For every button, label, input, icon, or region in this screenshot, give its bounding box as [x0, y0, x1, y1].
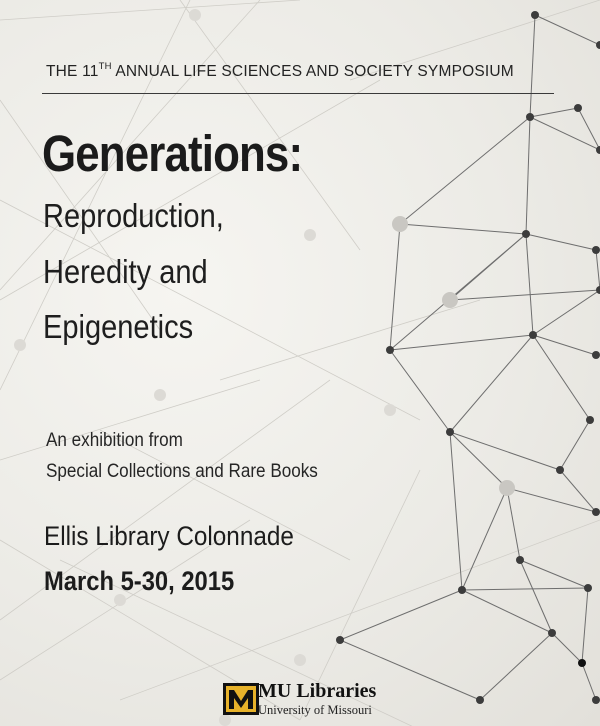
- network-node: [522, 230, 530, 238]
- faint-network-node: [189, 9, 201, 21]
- network-node: [516, 556, 524, 564]
- network-node: [386, 346, 394, 354]
- network-line: [480, 633, 552, 700]
- network-line: [390, 224, 400, 350]
- network-line: [400, 224, 526, 234]
- exhibition-line-2: Special Collections and Rare Books: [46, 461, 318, 482]
- network-line: [560, 420, 590, 470]
- symposium-rest: ANNUAL LIFE SCIENCES AND SOCIETY SYMPOSIUM: [111, 63, 514, 80]
- network-node: [596, 41, 600, 49]
- faint-network-line: [0, 0, 300, 20]
- network-line: [450, 432, 462, 590]
- faint-network-node: [219, 714, 231, 726]
- faint-network-node: [14, 339, 26, 351]
- network-line: [390, 335, 533, 350]
- network-line: [582, 588, 588, 663]
- exhibit-title: Generations:: [42, 125, 303, 182]
- network-node: [556, 466, 564, 474]
- faint-network-node: [384, 404, 396, 416]
- network-line: [450, 335, 533, 432]
- symposium-heading: [46, 63, 586, 81]
- network-line: [535, 15, 600, 45]
- network-line: [507, 488, 520, 560]
- network-node: [336, 636, 344, 644]
- network-node: [592, 508, 600, 516]
- network-node: [592, 351, 600, 359]
- network-line: [530, 117, 600, 150]
- network-node: [458, 586, 466, 594]
- network-line: [530, 108, 578, 117]
- exhibition-line-1: An exhibition from: [46, 430, 183, 451]
- faint-network-node: [154, 389, 166, 401]
- network-line: [533, 335, 590, 420]
- network-line: [526, 234, 533, 335]
- network-line: [526, 234, 596, 250]
- network-line: [533, 290, 600, 335]
- network-line: [450, 432, 507, 488]
- network-node: [578, 659, 586, 667]
- network-line: [462, 590, 552, 633]
- network-line: [390, 234, 526, 350]
- network-line: [560, 470, 596, 512]
- network-node: [548, 629, 556, 637]
- heading-divider: [42, 93, 554, 94]
- network-line: [526, 117, 530, 234]
- network-line: [533, 335, 596, 355]
- network-node: [529, 331, 537, 339]
- network-line: [578, 108, 600, 150]
- network-node: [592, 246, 600, 254]
- symposium-prefix: THE 11: [46, 63, 99, 80]
- network-node: [574, 104, 582, 112]
- network-node: [446, 428, 454, 436]
- network-line: [507, 488, 596, 512]
- network-node: [584, 584, 592, 592]
- network-line: [596, 250, 600, 290]
- organization-name: MU Libraries: [258, 680, 377, 702]
- network-node: [531, 11, 539, 19]
- network-line: [450, 290, 600, 300]
- network-node: [592, 696, 600, 704]
- network-node: [526, 113, 534, 121]
- subtitle-line-3: Epigenetics: [43, 308, 194, 345]
- exhibit-dates: March 5-30, 2015: [44, 566, 235, 596]
- network-node: [476, 696, 484, 704]
- network-node: [442, 292, 458, 308]
- network-nodes: [14, 9, 600, 726]
- subtitle-line-1: Reproduction,: [43, 197, 224, 234]
- network-node: [596, 146, 600, 154]
- network-node: [586, 416, 594, 424]
- dark-network-lines: [340, 15, 600, 700]
- faint-network-node: [294, 654, 306, 666]
- subtitle-line-2: Heredity and: [43, 253, 208, 290]
- network-line: [462, 488, 507, 590]
- mu-logo-icon: [223, 683, 259, 715]
- organization-subname: University of Missouri: [258, 703, 372, 717]
- network-line: [450, 432, 560, 470]
- network-line: [400, 117, 530, 224]
- network-line: [582, 663, 596, 700]
- network-line: [340, 590, 462, 640]
- network-line: [552, 633, 582, 663]
- network-node: [499, 480, 515, 496]
- network-node: [392, 216, 408, 232]
- network-line: [462, 588, 588, 590]
- venue: Ellis Library Colonnade: [44, 521, 294, 551]
- ordinal-suffix: TH: [98, 61, 112, 72]
